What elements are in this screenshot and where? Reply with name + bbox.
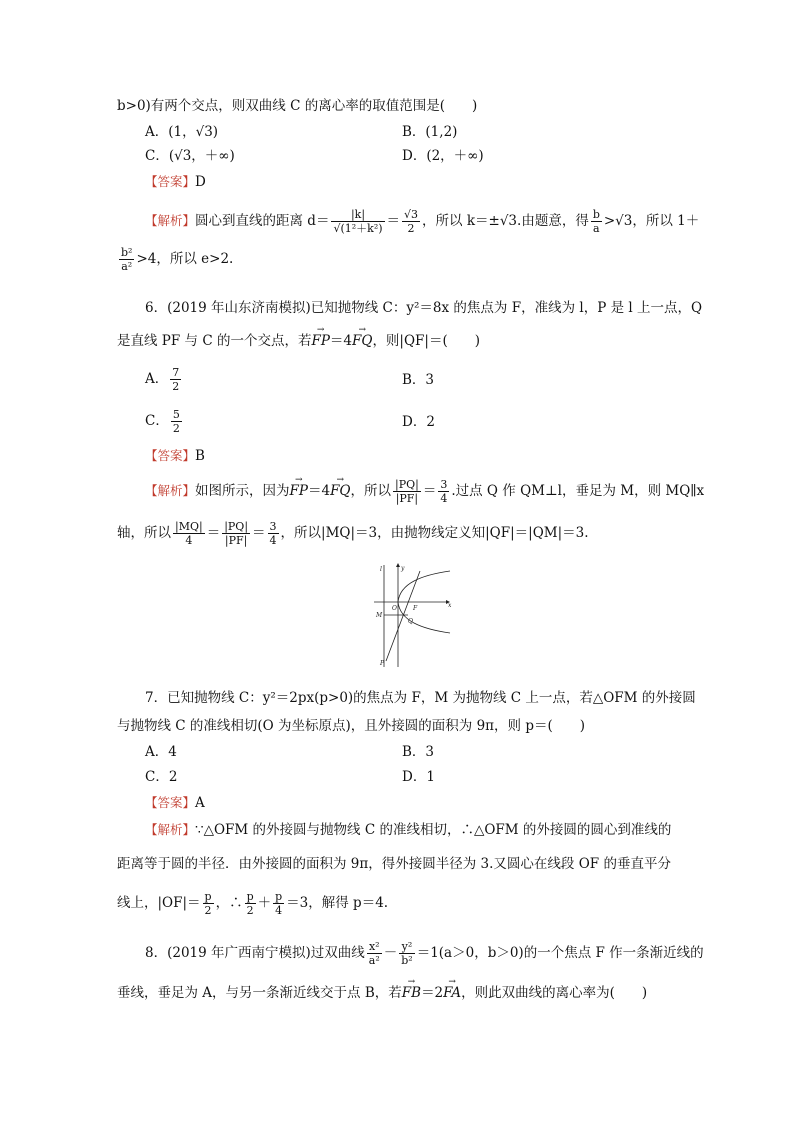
answer-value: B [195, 448, 205, 464]
denominator: 2 [172, 380, 180, 393]
denominator: 2 [204, 904, 212, 917]
label-x: x [448, 602, 452, 609]
text: 是直线 PF 与 C 的一个交点，若 [117, 333, 312, 349]
text: 垂线，垂足为 A，与另一条渐近线交于点 B，若 [117, 985, 402, 1001]
numerator: 5 [172, 408, 180, 421]
label-q: Q [408, 618, 413, 625]
text: 线上，|OF|＝ [117, 895, 201, 911]
denominator: 4 [275, 904, 283, 917]
q7-stem-line-1: 7．已知抛物线 C：y²＝2px(p>0)的焦点为 F，M 为抛物线 C 上一点，若△OFM 的外接圆 [145, 690, 696, 706]
fraction [245, 890, 256, 917]
q7-analysis-line-1 [145, 820, 671, 840]
text: .过点 Q 作 QM⊥l，垂足为 M，则 MQ∥x [451, 483, 705, 499]
denominator: 4 [185, 534, 193, 547]
q8-stem-line-1 [145, 940, 704, 967]
vector: → FB [402, 983, 421, 1003]
analysis-tag: 【解析】 [145, 213, 196, 228]
text: ＋ [257, 895, 272, 911]
vector: → FA [443, 983, 461, 1003]
denominator: 2 [407, 222, 415, 235]
y-axis-arrow [396, 563, 400, 567]
text: ，∴ [215, 895, 243, 911]
answer-value: A [195, 795, 205, 811]
text: － [383, 945, 398, 961]
text: ＝1(a＞0，b＞0)的一个焦点 F 作一条渐近线的 [416, 945, 704, 961]
denominator: 2 [172, 422, 180, 435]
q6-stem-line-2 [117, 331, 480, 351]
q6-answer [145, 446, 205, 466]
denominator: 4 [440, 492, 448, 505]
q6-option-b: B．3 [402, 372, 435, 388]
text: 8．(2019 年广西南宁模拟)过双曲线 [145, 945, 365, 961]
label-l: l [380, 566, 382, 573]
numerator: x² [367, 940, 382, 954]
fraction [331, 208, 384, 235]
fraction [399, 940, 414, 967]
q6-analysis-line-2 [117, 520, 589, 547]
numerator: 3 [440, 478, 448, 491]
fraction [222, 520, 250, 547]
answer-tag: 【答案】 [145, 795, 196, 810]
denominator: b² [401, 954, 413, 967]
label-o: O [392, 605, 397, 612]
text: ＝2 [421, 985, 444, 1001]
text: 轴，所以 [117, 525, 171, 541]
q5-analysis-line-1 [145, 208, 699, 235]
fraction [268, 520, 279, 547]
denominator: a² [368, 954, 380, 967]
text: ＝ [252, 525, 266, 541]
parabola-curve [398, 571, 450, 602]
denominator: |PF| [395, 492, 419, 505]
label-m: M [376, 612, 383, 619]
text: 如图所示，因为 [195, 483, 290, 499]
text: ＝4 [307, 483, 331, 499]
numerator: 3 [269, 520, 277, 533]
numerator: |PQ| [224, 520, 249, 533]
numerator: |k| [331, 208, 384, 222]
analysis-tag: 【解析】 [145, 483, 196, 498]
q5-answer [145, 172, 206, 192]
option-label: A． [145, 371, 169, 387]
q7-analysis-line-2: 距离等于圆的半径．由外接圆的面积为 9π，得外接圆半径为 3.又圆心在线段 OF 的垂直平分 [117, 856, 671, 872]
q7-option-b: B．3 [402, 744, 435, 760]
vector: → FP [290, 481, 308, 501]
vector: → FQ [352, 331, 372, 351]
numerator: p [275, 890, 283, 903]
numerator: √3 [404, 208, 419, 221]
q7-option-c: C．2 [145, 769, 178, 785]
numerator: |PQ| [395, 478, 419, 491]
q6-option-a [145, 366, 183, 393]
label-f: F [413, 605, 418, 612]
text: ，所以|MQ|＝3，由抛物线定义知|QF|＝|QM|＝3. [280, 525, 589, 541]
text: >4，所以 e>2. [136, 251, 234, 267]
q7-option-d: D．1 [402, 769, 435, 785]
text: ＝ [422, 483, 437, 499]
parabola-figure [372, 561, 454, 671]
text: ，所以 k＝±√3.由题意，得 [422, 213, 589, 229]
numerator: p [246, 890, 254, 903]
numerator: b² [121, 246, 133, 259]
text: >√3，所以 1＋ [603, 213, 700, 229]
numerator: b [592, 208, 600, 221]
fraction [119, 246, 134, 273]
numerator: y² [399, 940, 414, 954]
q5-option-b: B．(1,2) [402, 124, 458, 140]
q6-option-d: D．2 [402, 414, 435, 430]
fraction [367, 940, 382, 967]
fraction [438, 478, 449, 505]
fraction [173, 520, 205, 547]
numerator: p [204, 890, 212, 903]
text: ＝3，解得 p＝4. [286, 895, 389, 911]
text: ＝4 [329, 333, 352, 349]
text: ＝ [386, 213, 401, 229]
numerator: 7 [172, 366, 180, 379]
denominator: 2 [246, 904, 254, 917]
q5-analysis-line-2 [117, 246, 233, 273]
fraction [170, 366, 181, 393]
denominator: |PF| [224, 534, 248, 547]
parabola-curve-lower [398, 602, 450, 633]
fraction [402, 208, 420, 235]
answer-tag: 【答案】 [145, 448, 196, 463]
fraction [591, 208, 602, 235]
q6-stem-line-1: 6．(2019 年山东济南模拟)已知抛物线 C：y²＝8x 的焦点为 F，准线为 l，P 是 l 上一点，Q [145, 300, 703, 316]
q8-stem-line-2 [117, 983, 647, 1003]
vector: → FQ [330, 481, 350, 501]
q6-analysis-line-1 [145, 478, 704, 505]
label-p: P [380, 660, 385, 667]
fraction [203, 890, 214, 917]
q5-option-d: D．(2，＋∞) [402, 148, 484, 164]
denominator: a² [121, 260, 133, 273]
text: ，则此双曲线的离心率为( ) [461, 985, 648, 1001]
fraction [171, 408, 182, 435]
q5-option-c: C．(√3，＋∞) [145, 148, 235, 164]
q7-stem-line-2: 与抛物线 C 的准线相切(O 为坐标原点)，且外接圆的面积为 9π，则 p＝( ) [117, 718, 586, 734]
denominator: √(1²＋k²) [333, 222, 383, 235]
label-y: y [401, 565, 405, 572]
text: ，则|QF|＝( ) [372, 333, 481, 349]
text: ，所以 [350, 483, 391, 499]
text: ＝ [206, 525, 221, 541]
q5-option-a: A．(1，√3) [145, 124, 219, 140]
analysis-tag: 【解析】 [145, 822, 196, 837]
answer-tag: 【答案】 [145, 174, 196, 189]
fraction [393, 478, 421, 505]
q7-option-a: A．4 [145, 744, 177, 760]
q5-stem-end: b>0)有两个交点，则双曲线 C 的离心率的取值范围是( ) [117, 98, 478, 114]
q7-answer [145, 793, 205, 813]
q7-analysis-line-3 [117, 890, 388, 917]
vector: → FP [311, 331, 329, 351]
denominator: a [593, 222, 600, 235]
q6-option-c [145, 408, 184, 435]
answer-value: D [195, 174, 206, 190]
text: ∵△OFM 的外接圆与抛物线 C 的准线相切，∴△OFM 的外接圆的圆心到准线的 [195, 822, 672, 838]
option-label: C． [145, 413, 169, 429]
numerator: |MQ| [175, 520, 203, 533]
text: 圆心到直线的距离 d＝ [195, 213, 330, 229]
denominator: 4 [269, 534, 277, 547]
fraction [273, 890, 284, 917]
line-pf [386, 571, 420, 661]
